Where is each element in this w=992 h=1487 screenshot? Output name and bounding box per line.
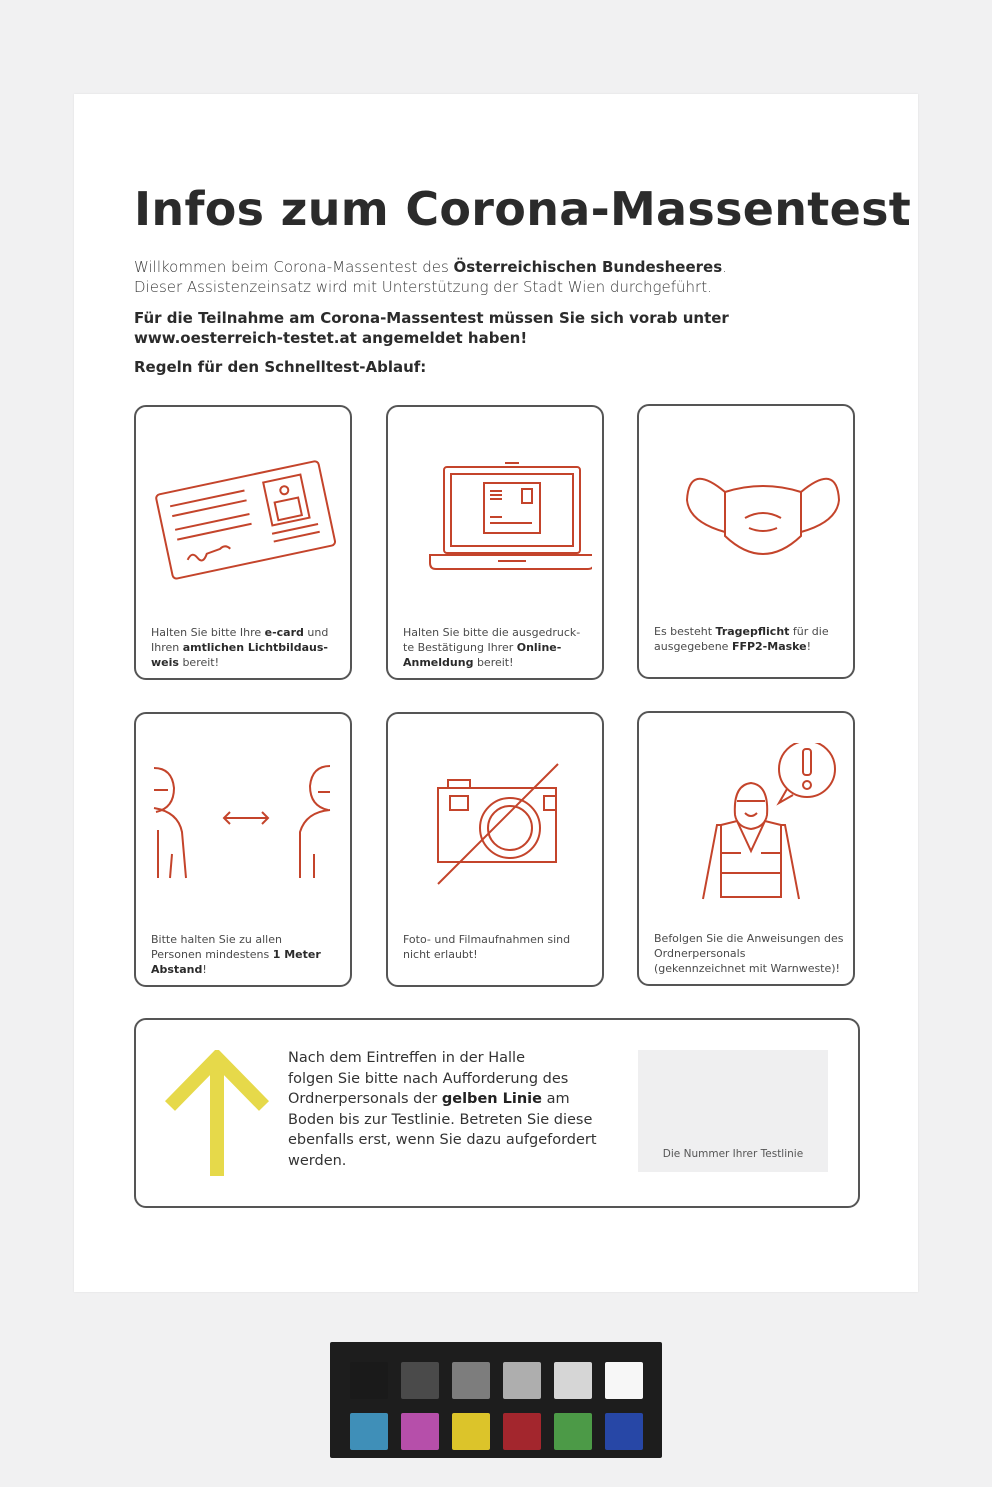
intro-line-2: Dieser Assistenzeinsatz wird mit Unterstützung der Stadt Wien durchgeführt. (134, 278, 712, 296)
caption-bold: Tragepflicht (715, 625, 790, 638)
caption-bold: Abstand (151, 963, 203, 976)
hall-line: am (541, 1091, 570, 1107)
intro-bold-organisation: Österreichischen Bundesheeres (453, 258, 723, 276)
notice-line-1: Für die Teilnahme am Corona-Massentest müssen Sie sich vorab unter (134, 309, 729, 327)
caption-text: Halten Sie bitte Ihre (151, 626, 265, 639)
hall-line: ebenfalls erst, wenn Sie dazu aufgefordert (288, 1132, 597, 1148)
rules-heading: Regeln für den Schnelltest-Ablauf: (134, 358, 427, 376)
caption-text: Es besteht (654, 625, 716, 638)
hall-line: folgen Sie bitte nach Aufforderung des (288, 1070, 569, 1087)
caption-text: Ordnerpersonals (654, 947, 746, 960)
rule-caption (151, 932, 341, 977)
caption-bold: Anmeldung (403, 656, 474, 669)
caption-text: Foto- und Filmaufnahmen sind (403, 933, 571, 946)
red-patch (503, 1413, 541, 1450)
poster-sheet (74, 94, 918, 1292)
white-patch (605, 1362, 643, 1399)
hall-line: Ordnerpersonals der (288, 1091, 442, 1107)
rule-caption (403, 932, 593, 962)
gray-patch (401, 1362, 439, 1399)
caption-text: Halten Sie bitte die ausgedruck- (403, 626, 581, 639)
gray-patch (350, 1362, 388, 1399)
test-line-number-box (638, 1050, 828, 1172)
caption-bold: FFP2-Maske (731, 640, 807, 653)
caption-text: für die (789, 625, 829, 638)
id-card-icon (150, 437, 340, 597)
distance-icon (150, 744, 340, 904)
green-patch (554, 1413, 592, 1450)
yellow-patch (452, 1413, 490, 1450)
caption-bold: weis (151, 656, 179, 669)
face-mask-icon (653, 436, 843, 596)
rule-caption (654, 931, 844, 976)
rule-card-distance (134, 712, 352, 987)
rule-caption (403, 625, 593, 670)
rule-caption (151, 625, 341, 670)
registration-notice (134, 308, 754, 348)
caption-text: ausgegebene (654, 640, 732, 653)
caption-text: nicht erlaubt! (403, 948, 478, 961)
caption-text: Bitte halten Sie zu allen (151, 933, 282, 946)
hall-line: werden. (288, 1152, 347, 1169)
hall-instructions-card (134, 1018, 860, 1208)
rule-card-mask (637, 404, 855, 679)
caption-text: (gekennzeichnet mit Warnweste)! (654, 962, 840, 975)
caption-bold: e-card (264, 626, 304, 639)
caption-bold: amtlichen Lichtbildaus- (182, 641, 328, 654)
caption-bold: 1 Meter (272, 948, 321, 961)
notice-line-2: www.oesterreich-testet.at angemeldet haben! (134, 329, 528, 347)
caption-text: bereit! (178, 656, 220, 669)
intro-line-1-end: . (722, 258, 727, 276)
caption-text: ! (202, 963, 207, 976)
rule-card-id (134, 405, 352, 680)
no-camera-icon (402, 744, 592, 904)
gray-patch (554, 1362, 592, 1399)
rule-card-no-photos (386, 712, 604, 987)
page-title: Infos zum Corona-Massentest (134, 182, 912, 236)
caption-bold: Online- (516, 641, 562, 654)
yellow-arrow-up-icon (162, 1050, 272, 1180)
test-line-number-label: Die Nummer Ihrer Testlinie (662, 1148, 804, 1160)
intro-text (134, 257, 754, 297)
rule-card-registration (386, 405, 604, 680)
intro-line-1-text: Willkommen beim Corona-Massentest des (134, 258, 454, 276)
cyan-patch (350, 1413, 388, 1450)
laptop-icon (402, 437, 592, 597)
hall-bold-yellow-line: gelben Linie (441, 1091, 542, 1107)
caption-text: Personen mindestens (151, 948, 273, 961)
caption-text: ! (806, 640, 812, 653)
rule-caption (654, 624, 844, 654)
rule-card-steward (637, 711, 855, 986)
magenta-patch (401, 1413, 439, 1450)
steward-warning-icon (653, 743, 843, 903)
hall-line: Boden bis zur Testlinie. Betreten Sie diese (288, 1111, 593, 1128)
caption-text: bereit! (473, 656, 514, 669)
caption-text: und (303, 626, 329, 639)
caption-text: Befolgen Sie die Anweisungen des (654, 932, 844, 945)
caption-text: te Bestätigung Ihrer (403, 641, 517, 654)
color-calibration-chart (330, 1342, 662, 1458)
gray-patch (503, 1362, 541, 1399)
intro-line-1 (134, 257, 754, 277)
caption-text: Ihren (151, 641, 183, 654)
hall-instructions-text (288, 1048, 608, 1171)
gray-patch (452, 1362, 490, 1399)
hall-line: Nach dem Eintreffen in der Halle (288, 1050, 525, 1066)
blue-patch (605, 1413, 643, 1450)
